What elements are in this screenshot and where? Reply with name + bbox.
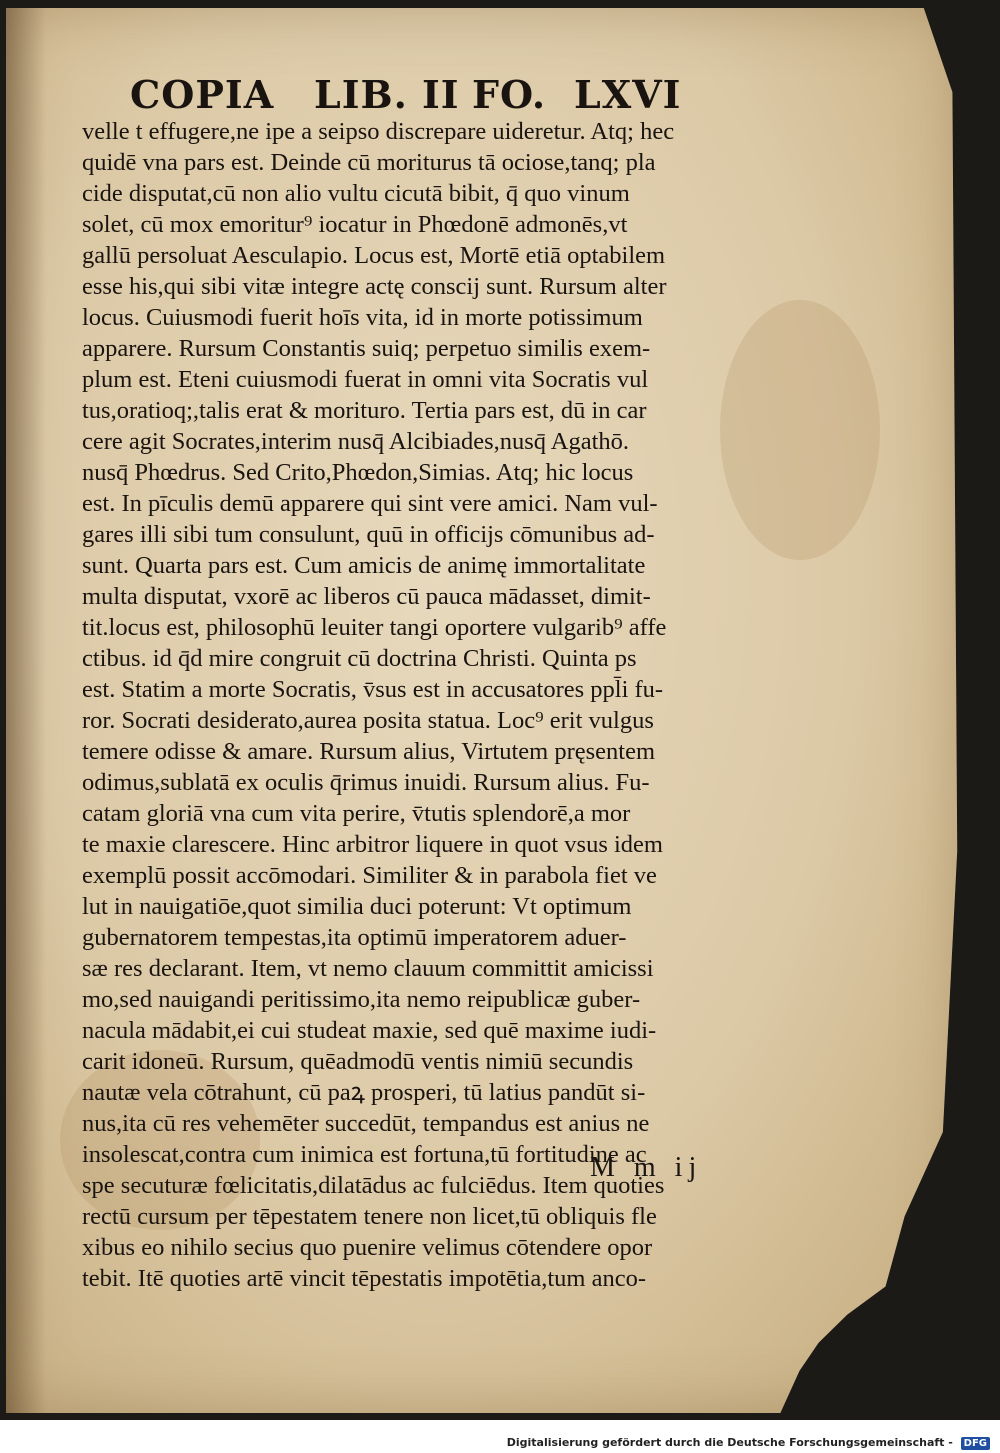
text-line: quidē vna pars est. Deinde cū moriturus tā ociose,tanq; pla — [82, 149, 656, 176]
text-line: est. Statim a morte Socratis, v̄sus est in accusatores ppl̄i fu- — [82, 676, 664, 703]
text-line: ctibus. id q̄d mire congruit cū doctrina Christi. Quinta ps — [82, 645, 637, 672]
text-line: nacula mādabit,ei cui studeat maxie, sed quē maxime iudi- — [82, 1017, 657, 1044]
signature-mark: M m ij — [590, 1152, 703, 1183]
text-line: tebit. Itē quoties artē vincit tēpestatis impotētia,tum anco- — [82, 1265, 647, 1292]
text-line: nautæ vela cōtrahunt, cū paꝝ prosperi, tū latius pandūt si- — [82, 1079, 646, 1106]
header-fo: FO. — [472, 72, 547, 117]
running-header — [130, 72, 690, 120]
body-text — [82, 116, 742, 1294]
text-line: sæ res declarant. Item, vt nemo clauum committit amicissi — [82, 955, 654, 982]
text-line: nusq̄ Phœdrus. Sed Crito,Phœdon,Simias. Atq; hic locus — [82, 459, 634, 486]
text-line: mo,sed nauigandi peritissimo,ita nemo reipublicæ guber- — [82, 986, 641, 1013]
text-line: multa disputat, vxorē ac liberos cū pauca mādasset, dimit- — [82, 583, 651, 610]
funding-credit — [507, 1436, 990, 1450]
text-line: temere odisse & amare. Rursum alius, Virtutem pręsentem — [82, 738, 655, 765]
text-line: ror. Socrati desiderato,aurea posita statua. Loc⁹ erit vulgus — [82, 707, 654, 734]
text-line: gubernatorem tempestas,ita optimū imperatorem aduer- — [82, 924, 627, 951]
text-line: gares illi sibi tum consulunt, quū in officijs cōmunibus ad- — [82, 521, 655, 548]
gutter-shadow — [6, 8, 46, 1413]
text-line: cere agit Socrates,interim nusq̄ Alcibiades,nusq̄ Agathō. — [82, 428, 630, 455]
text-line: lut in nauigatiōe,quot similia duci poterunt: Vt optimum — [82, 893, 632, 920]
text-line: odimus,sublatā ex oculis q̄rimus inuidi. Rursum alius. Fu- — [82, 769, 650, 796]
text-line: gallū persoluat Aesculapio. Locus est, Mortē etiā optabilem — [82, 242, 666, 269]
text-line: plum est. Eteni cuiusmodi fuerat in omni vita Socratis vul — [82, 366, 649, 393]
funding-credit-text: Digitalisierung gefördert durch die Deutsche Forschungsgemeinschaft - — [506, 1436, 953, 1449]
text-line: cide disputat,cū non alio vultu cicutā bibit, q̄ quo vinum — [82, 180, 630, 207]
text-line: esse his,qui sibi vitæ integre actę conscij sunt. Rursum alter — [82, 273, 667, 300]
text-line: locus. Cuiusmodi fuerit hoīs vita, id in morte potissimum — [82, 304, 643, 331]
text-line: tus,oratioq;,talis erat & morituro. Tertia pars est, dū in car — [82, 397, 647, 424]
text-line: apparere. Rursum Constantis suiq; perpetuo similis exem- — [82, 335, 651, 362]
folio-number: LXVI — [574, 72, 682, 117]
text-line: catam gloriā vna cum vita perire, v̄tutis splendorē,a mor — [82, 800, 631, 827]
header-lib: LIB. — [314, 72, 408, 117]
header-title: COPIA — [130, 72, 275, 117]
text-line: sunt. Quarta pars est. Cum amicis de animę immortalitate — [82, 552, 646, 579]
header-book-number: II — [422, 72, 460, 117]
text-line: rectū cursum per tēpestatem tenere non licet,tū obliquis fle — [82, 1203, 657, 1230]
text-line: solet, cū mox emoritur⁹ iocatur in Phœdonē admonēs,vt — [82, 211, 628, 238]
text-line: xibus eo nihilo secius quo puenire velimus cōtendere opor — [82, 1234, 653, 1261]
text-line: nus,ita cū res vehemēter succedūt, tempandus est anius ne — [82, 1110, 650, 1137]
text-line: spe secuturæ fœlicitatis,dilatādus ac fulciēdus. Item quoties — [82, 1172, 665, 1199]
text-line: exemplū possit accōmodari. Similiter & in parabola fiet ve — [82, 862, 657, 889]
text-line: velle t effugere,ne ipe a seipso discrepare uideretur. Atq; hec — [82, 118, 675, 145]
text-line: te maxie clarescere. Hinc arbitror liquere in quot vsus idem — [82, 831, 663, 858]
text-line: insolescat,contra cum inimica est fortuna,tū fortitudine ac — [82, 1141, 647, 1168]
text-line: est. In pīculis demū apparere qui sint vere amici. Nam vul- — [82, 490, 658, 517]
dfg-logo: DFG — [961, 1437, 990, 1450]
text-line: tit.locus est, philosophū leuiter tangi oportere vulgarib⁹ affe — [82, 614, 667, 641]
text-line: carit idoneū. Rursum, quēadmodū ventis nimiū secundis — [82, 1048, 634, 1075]
paper-stain — [720, 300, 880, 560]
